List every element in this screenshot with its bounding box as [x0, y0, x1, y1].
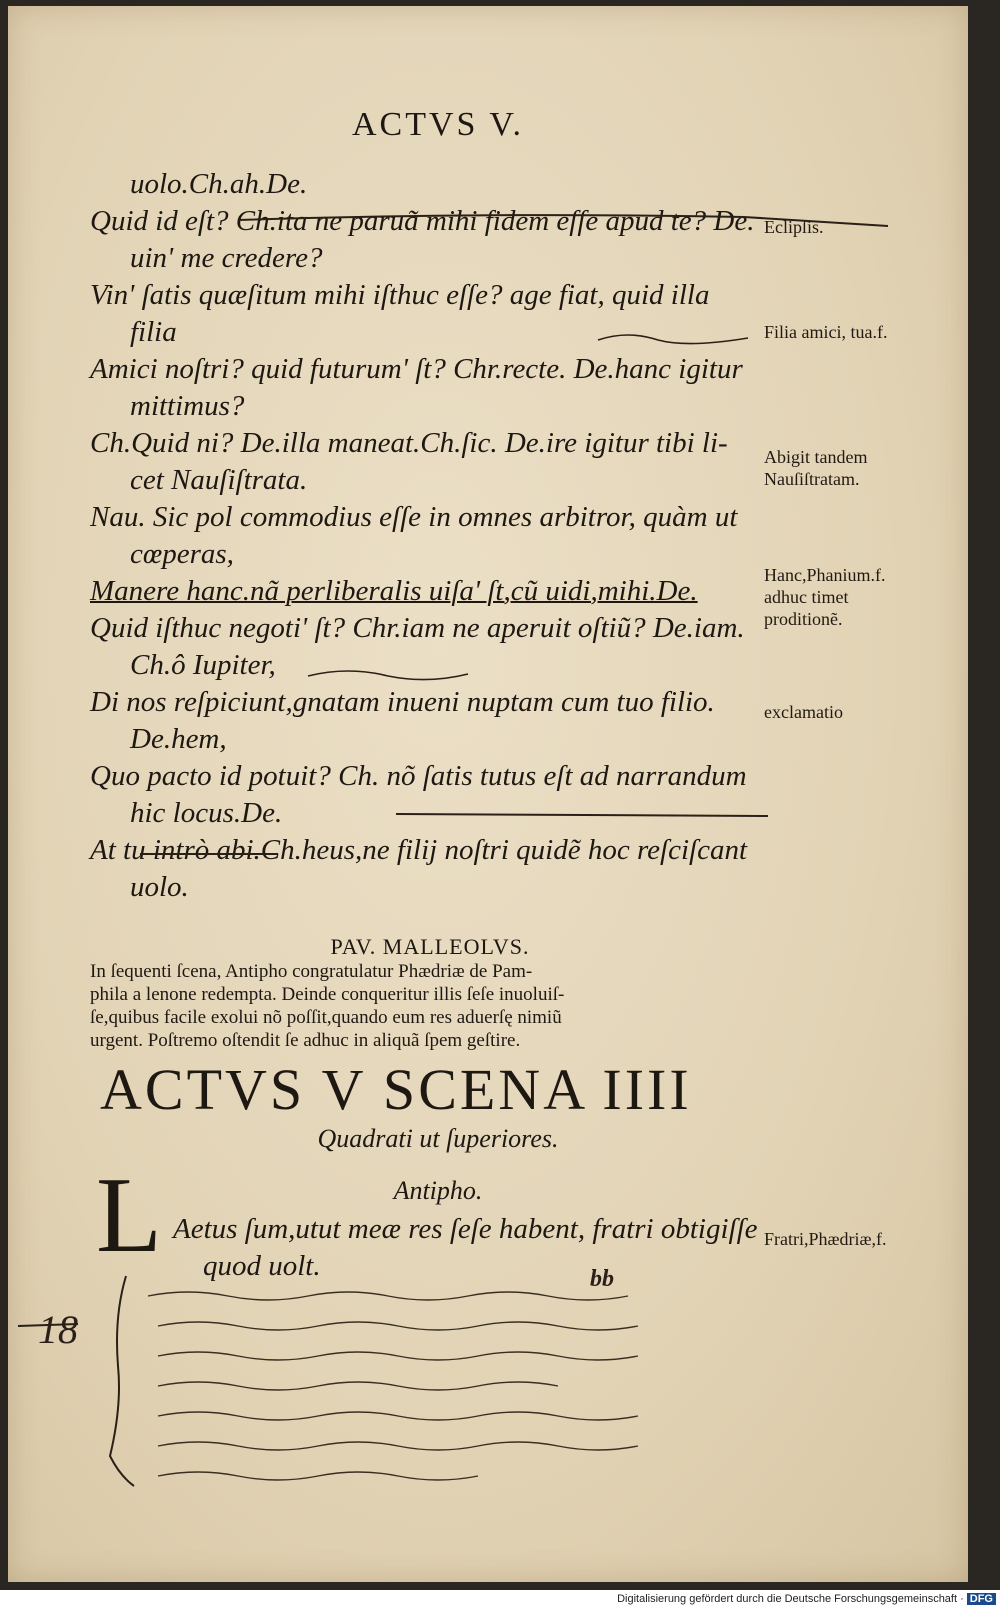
- margin-note: exclamatio: [764, 702, 843, 722]
- drop-cap: L: [96, 1156, 162, 1275]
- margin-note: Fratri,Phædriæ,f.: [764, 1229, 887, 1249]
- dialogue-line: Nau. Sic pol commodius eſſe in omnes arbitror, quàm ut: [90, 501, 738, 533]
- opening-line: quod uolt.: [203, 1250, 321, 1282]
- handwritten-annotation: [8, 1266, 968, 1506]
- dialogue-line: At tu intrò abi.Ch.heus,ne filij noſtri quidẽ hoc reſciſcant: [90, 834, 748, 866]
- dialogue-line: uolo.: [130, 871, 189, 903]
- dialogue-line: Di nos reſpiciunt,gnatam inueni nuptam cum tuo filio.: [90, 686, 715, 718]
- subtitle: Quadrati ut ſuperiores.: [317, 1124, 559, 1153]
- dialogue-line: Quid iſthuc negoti' ſt? Chr.iam ne aperuit oſtiũ? De.iam.: [90, 612, 745, 644]
- footer-credit: [0, 1590, 1000, 1608]
- opening-line: Aetus ſum,utut meæ res ſeſe habent, fratri obtigiſſe: [173, 1213, 758, 1245]
- dialogue-line: Manere hanc.nã perliberalis uiſa' ſt,cũ uidi,mihi.De.: [90, 575, 698, 607]
- book-page: [8, 6, 968, 1582]
- dialogue-line: mittimus?: [130, 390, 245, 422]
- dialogue-line: uolo.Ch.ah.De.: [130, 168, 308, 200]
- signature-mark: bb: [590, 1266, 614, 1292]
- dialogue-line: Quo pacto id potuit? Ch. nõ ſatis tutus eſt ad narrandum: [90, 760, 747, 792]
- underline-pen: [396, 814, 768, 816]
- dfg-logo: DFG: [967, 1593, 996, 1605]
- page-number: 18: [38, 1307, 78, 1352]
- dialogue-line: Amici noſtri? quid futurum' ſt? Chr.recte. De.hanc igitur: [90, 353, 743, 385]
- dialogue-line: cœperas,: [130, 538, 234, 570]
- scribble-mark: [598, 335, 748, 344]
- margin-note: Eclipſis.: [764, 217, 824, 237]
- margin-note: Abigit tandem Nauſiſtratam.: [764, 447, 868, 489]
- act-heading: ACTVS V SCENA IIII: [100, 1057, 692, 1122]
- strike-line-1: [238, 215, 888, 226]
- commentary-line: ſe,quibus facile exolui nõ poſſit,quando eum res aduerſę nimiũ: [90, 1007, 562, 1028]
- dialogue-line: Ch.Quid ni? De.illa maneat.Ch.ſic. De.ire igitur tibi li-: [90, 427, 728, 459]
- dialogue-line: uin' me credere?: [130, 242, 323, 274]
- commentary-line: urgent. Poſtremo oſtendit ſe adhuc in aliquã ſpem geſtire.: [90, 1030, 521, 1051]
- dialogue-line: cet Nauſiſtrata.: [130, 464, 308, 496]
- margin-note: Hanc,Phanium.f. adhuc timet proditionẽ.: [764, 565, 886, 629]
- running-header: ACTVS V.: [351, 106, 525, 143]
- commentary-block: [90, 934, 770, 1052]
- dialogue-line: Vin' ſatis quæſitum mihi iſthuc eſſe? age fiat, quid illa: [90, 279, 710, 311]
- dialogue-line: De.hem,: [130, 723, 227, 755]
- dialogue-line: filia: [130, 316, 177, 348]
- scribble-mark-2: [308, 671, 468, 680]
- dialogue-line: hic locus.De.: [130, 797, 283, 829]
- commentary-line: phila a lenone redempta. Deinde conqueritur illis ſeſe inuoluiſ-: [90, 984, 565, 1005]
- footer-text: Digitalisierung gefördert durch die Deutsche Forschungsgemeinschaft ·: [617, 1593, 964, 1605]
- speaker-name: Antipho.: [393, 1176, 483, 1205]
- margin-note: Filia amici, tua.f.: [764, 322, 888, 342]
- commentary-line: In ſequenti ſcena, Antipho congratulatur Phædriæ de Pam-: [90, 961, 533, 982]
- handwriting-strokes: [8, 1266, 968, 1506]
- dialogue-line: Quid id eſt? Ch.ita ne paruã mihi fidem eſſe apud te? De.: [90, 205, 755, 237]
- commentary-title: PAV. MALLEOLVS.: [330, 934, 530, 959]
- dialogue-line: Ch.ô Iupiter,: [130, 649, 276, 681]
